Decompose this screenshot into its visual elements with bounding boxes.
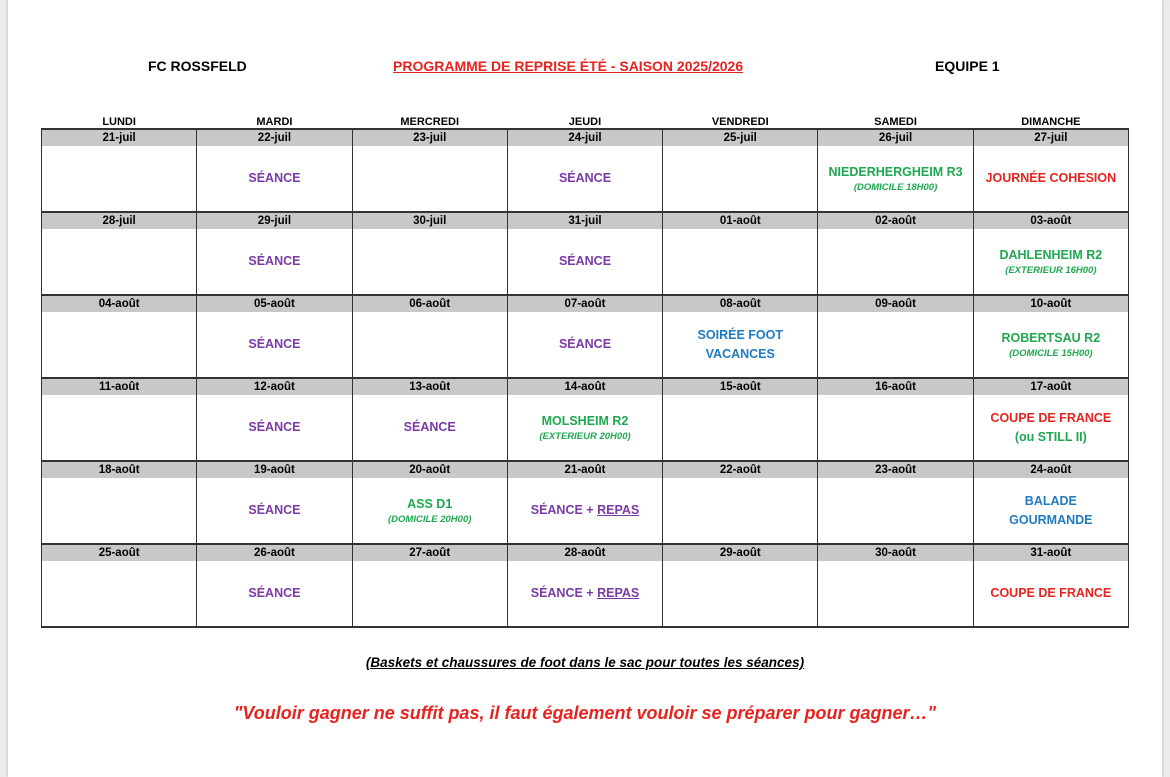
event-cell [42,395,197,461]
event-cell [507,312,662,378]
event-detail: (DOMICILE 18H00) [853,182,938,193]
weekday-header: DIMANCHE [1021,116,1081,128]
date-cell: 01-août [663,212,818,229]
date-row [42,544,1129,561]
date-cell: 06-août [352,295,507,312]
event-label: SÉANCE [558,171,612,185]
event-label: COUPE DE FRANCE [990,410,1112,425]
event-label: SÉANCE [403,420,456,434]
date-cell: 20-août [352,461,507,478]
date-cell: 22-juil [197,129,352,146]
event-cell [42,561,197,627]
date-row [42,295,1129,312]
date-cell: 10-août [973,295,1128,312]
event-cell [973,478,1128,544]
event-cell [818,146,973,212]
event-cell [42,312,197,378]
date-cell: 15-août [663,378,818,395]
weekday-header: MARDI [256,116,293,128]
event-cell [818,229,973,295]
event-cell [973,561,1128,627]
event-cell [352,478,507,544]
date-cell: 07-août [507,295,662,312]
event-cell [197,146,352,212]
event-cell [818,312,973,378]
date-cell: 23-juil [352,129,507,146]
event-label: SÉANCE [248,420,301,434]
date-cell: 27-août [352,544,507,561]
date-cell: 27-juil [973,129,1128,146]
date-cell: 19-août [197,461,352,478]
event-cell [42,229,197,295]
event-label-line2: (ou STILL II) [1014,429,1087,444]
event-label: DAHLENHEIM R2 [999,248,1103,262]
date-cell: 04-août [42,295,197,312]
date-cell: 12-août [197,378,352,395]
date-cell: 25-juil [663,129,818,146]
repas-link[interactable]: REPAS [597,503,640,517]
date-cell: 31-août [973,544,1128,561]
event-label: MOLSHEIM R2 [541,414,629,428]
event-cell [197,561,352,627]
date-cell: 26-août [197,544,352,561]
event-cell [663,229,818,295]
date-cell: 14-août [507,378,662,395]
footer-note: (Baskets et chaussures de foot dans le sac pour toutes les séances) [365,655,805,670]
team-name: EQUIPE 1 [935,58,1000,74]
event-detail: (EXTERIEUR 20H00) [539,431,631,442]
date-cell: 30-juil [352,212,507,229]
event-cell [197,395,352,461]
event-cell [42,146,197,212]
event-row [42,312,1129,378]
date-row [42,129,1129,146]
date-cell: 28-août [507,544,662,561]
date-row [42,212,1129,229]
event-cell [973,146,1128,212]
event-label: NIEDERHERGHEIM R3 [828,165,963,179]
weekday-header: JEUDI [568,116,602,128]
date-cell: 22-août [663,461,818,478]
event-cell [507,146,662,212]
event-cell [507,229,662,295]
event-label: SÉANCE [248,171,301,185]
club-name: FC ROSSFELD [148,58,247,74]
event-label: SÉANCE + [530,503,598,517]
date-cell: 24-juil [507,129,662,146]
date-cell: 26-juil [818,129,973,146]
event-cell [352,146,507,212]
date-cell: 21-juil [42,129,197,146]
event-cell [42,478,197,544]
event-row [42,395,1129,461]
motivational-quote: "Vouloir gagner ne suffit pas, il faut également vouloir se préparer pour gagner…" [233,703,937,723]
event-cell [818,561,973,627]
date-cell: 24-août [973,461,1128,478]
event-cell [663,561,818,627]
weekday-header: VENDREDI [711,116,769,128]
event-label: SÉANCE [558,337,612,351]
event-cell [818,478,973,544]
event-detail: (DOMICILE 15H00) [1009,348,1093,359]
event-cell [197,478,352,544]
date-cell: 13-août [352,378,507,395]
event-cell [352,312,507,378]
event-label: SÉANCE [248,586,301,600]
event-label: SÉANCE [248,337,301,351]
event-label: BALADE [1024,493,1077,508]
date-row [42,461,1129,478]
event-label: SÉANCE [558,254,612,268]
date-cell: 29-juil [197,212,352,229]
event-label: COUPE DE FRANCE [990,586,1112,600]
date-cell: 17-août [973,378,1128,395]
event-label: ASS D1 [407,497,453,511]
event-cell [352,229,507,295]
event-cell [973,229,1128,295]
event-cell [663,478,818,544]
weekday-header: MERCREDI [400,116,460,128]
event-cell [352,561,507,627]
event-label: SÉANCE [248,254,301,268]
event-detail: (EXTERIEUR 16H00) [1005,265,1097,276]
page-title: PROGRAMME DE REPRISE ÉTÉ - SAISON 2025/2026 [393,58,744,74]
event-row [42,229,1129,295]
event-cell [197,312,352,378]
event-label: ROBERTSAU R2 [1001,331,1101,345]
event-label: JOURNÉE COHESION [985,171,1117,185]
event-cell [973,312,1128,378]
weekday-header: SAMEDI [874,116,917,128]
date-cell: 02-août [818,212,973,229]
date-cell: 29-août [663,544,818,561]
date-cell: 11-août [42,378,197,395]
event-cell [818,395,973,461]
date-cell: 25-août [42,544,197,561]
event-label: SOIRÉE FOOT [697,327,783,342]
date-row [42,378,1129,395]
event-cell [352,395,507,461]
event-cell [507,561,662,627]
date-cell: 18-août [42,461,197,478]
date-cell: 05-août [197,295,352,312]
event-cell [973,395,1128,461]
weekday-header: LUNDI [102,116,136,128]
event-cell [197,229,352,295]
schedule-table [41,111,1129,628]
date-cell: 30-août [818,544,973,561]
event-cell [663,395,818,461]
date-cell: 16-août [818,378,973,395]
weekday-header-row [42,111,1129,129]
event-cell [663,146,818,212]
event-label-line2: VACANCES [705,346,775,361]
event-cell [507,395,662,461]
event-row [42,478,1129,544]
event-cell [663,312,818,378]
event-cell [507,478,662,544]
date-cell: 23-août [818,461,973,478]
event-label: SÉANCE + [530,586,598,600]
event-row [42,561,1129,627]
event-detail: (DOMICILE 20H00) [388,514,472,525]
document-page [8,0,1162,777]
date-cell: 08-août [663,295,818,312]
date-cell: 03-août [973,212,1128,229]
date-cell: 28-juil [42,212,197,229]
schedule-body [42,129,1129,627]
event-row [42,146,1129,212]
repas-link[interactable]: REPAS [597,586,640,600]
event-label: SÉANCE [248,503,301,517]
event-label-line2: GOURMANDE [1009,512,1093,527]
date-cell: 21-août [507,461,662,478]
date-cell: 09-août [818,295,973,312]
date-cell: 31-juil [507,212,662,229]
